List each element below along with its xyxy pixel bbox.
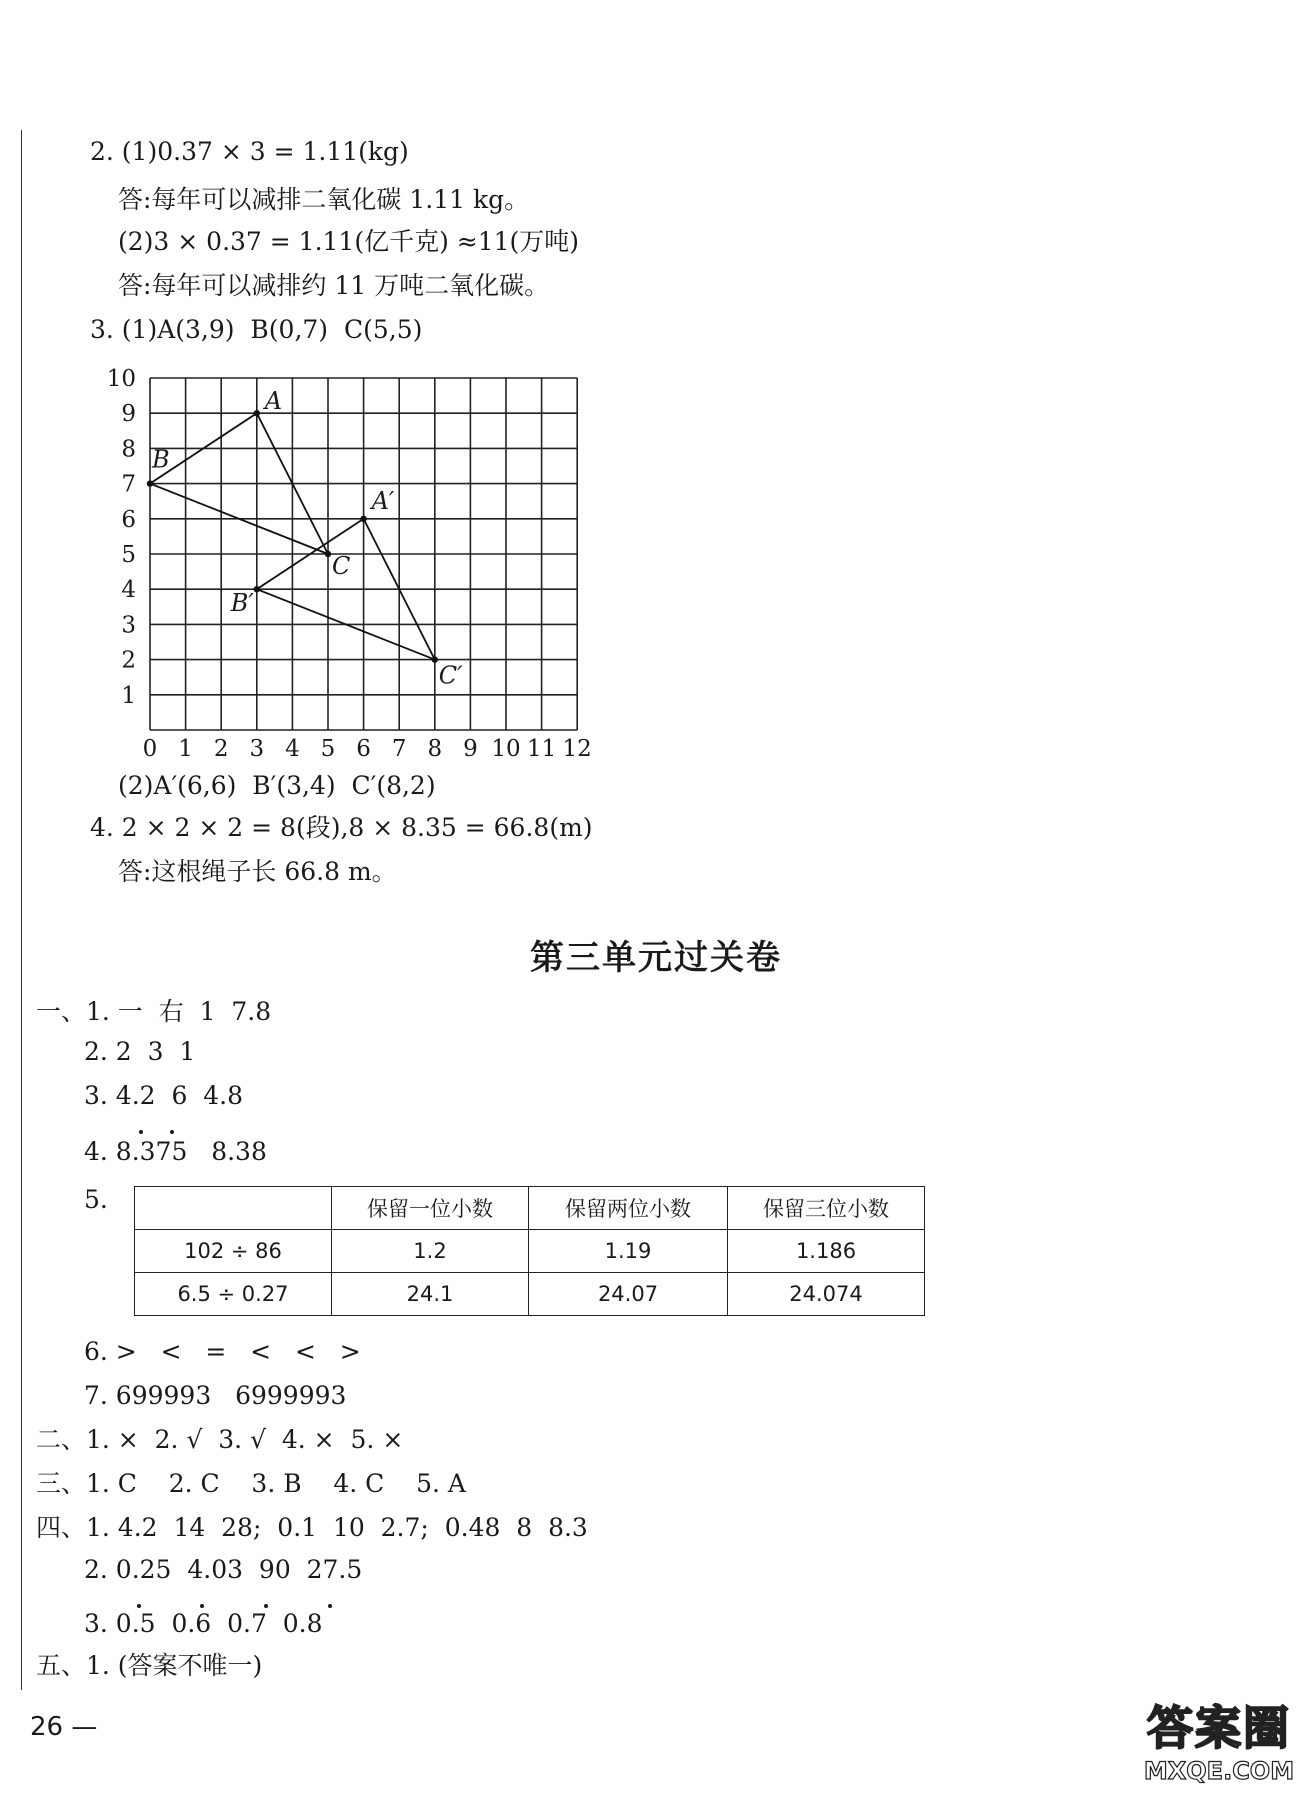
q2-answer2: 答:每年可以减排约 11 万吨二氧化碳。 (118, 271, 550, 300)
watermark-url: MXQE.COM (1143, 1757, 1295, 1785)
point-B2 (254, 586, 260, 592)
repeating-dot (328, 1604, 332, 1608)
y-tick-label: 7 (121, 471, 136, 498)
repeating-dot (200, 1604, 204, 1608)
repeating-dot (264, 1604, 268, 1608)
s5-q1: 五、1. (答案不唯一) (36, 1651, 263, 1680)
table-header-cell: 保留三位小数 (728, 1187, 925, 1230)
y-tick-label: 6 (121, 506, 136, 533)
s3-answers: 三、1. C 2. C 3. B 4. C 5. A (36, 1469, 466, 1498)
x-tick-label: 6 (356, 736, 371, 762)
s1-q7: 7. 699993 6999993 (84, 1381, 347, 1410)
unit3-title: 第三单元过关卷 (530, 938, 782, 978)
y-tick-label: 5 (121, 542, 136, 568)
x-tick-label: 12 (562, 736, 592, 762)
y-tick-label: 10 (106, 366, 136, 392)
table-cell: 6.5 ÷ 0.27 (135, 1273, 332, 1316)
table-header-cell (135, 1187, 332, 1230)
rounding-table (134, 1186, 925, 1316)
x-tick-label: 11 (526, 736, 557, 762)
q4-calc: 4. 2 × 2 × 2 = 8(段),8 × 8.35 = 66.8(m) (90, 813, 593, 842)
point-label-A: A (264, 387, 283, 416)
y-tick-label: 9 (121, 401, 136, 428)
s1-q2: 2. 2 3 1 (84, 1037, 196, 1066)
table-cell: 1.19 (529, 1230, 728, 1273)
s1-q6: 6. > < = < < > (84, 1337, 361, 1366)
table-header-row (135, 1187, 925, 1230)
point-label-C2: C′ (438, 661, 463, 690)
s1-q5-label: 5. (84, 1185, 108, 1214)
q2-part2: (2)3 × 0.37 = 1.11(亿千克) ≈11(万吨) (118, 227, 580, 256)
point-label-A2: A′ (371, 486, 395, 515)
x-tick-label: 3 (249, 736, 265, 762)
watermark-logo-text: 答案圈 (1147, 1701, 1291, 1755)
s4-q2: 2. 0.25 4.03 90 27.5 (84, 1555, 363, 1584)
table-cell: 1.2 (332, 1230, 529, 1273)
x-tick-label: 5 (320, 736, 336, 762)
margin-rule (21, 130, 22, 1690)
y-tick-label: 1 (121, 682, 136, 709)
x-tick-label: 8 (427, 736, 443, 762)
s1-q4: 4. 8.375 8.38 (84, 1137, 267, 1166)
coordinate-grid-chart (106, 350, 610, 762)
table-row (135, 1273, 925, 1316)
x-tick-label: 2 (213, 736, 229, 762)
point-A (254, 410, 260, 416)
table-cell: 24.074 (728, 1273, 925, 1316)
y-tick-label: 8 (121, 436, 136, 463)
q4-answer: 答:这根绳子长 66.8 m。 (118, 857, 397, 886)
q3-part1: 3. (1)A(3,9) B(0,7) C(5,5) (90, 315, 423, 344)
point-C (325, 551, 331, 557)
repeating-dot (137, 1604, 141, 1608)
s4-q1: 四、1. 4.2 14 28; 0.1 10 2.7; 0.48 8 8.3 (36, 1513, 588, 1542)
table-cell: 24.1 (332, 1273, 529, 1316)
x-tick-label: 4 (285, 736, 300, 762)
page-number: 26 — (30, 1712, 98, 1742)
x-tick-label: 9 (463, 736, 478, 762)
y-tick-label: 3 (121, 612, 136, 639)
point-B (147, 480, 153, 486)
x-tick-label: 7 (391, 736, 407, 762)
y-tick-label: 2 (121, 647, 136, 674)
point-label-B2: B′ (230, 589, 254, 618)
s2-answers: 二、1. × 2. √ 3. √ 4. × 5. × (36, 1425, 404, 1454)
repeating-dot (170, 1130, 174, 1134)
x-tick-label: 10 (491, 736, 521, 762)
q2-part1: 2. (1)0.37 × 3 = 1.11(kg) (90, 137, 409, 166)
x-tick-label: 1 (178, 736, 193, 762)
point-C2 (432, 656, 438, 662)
s1-q3: 3. 4.2 6 4.8 (84, 1081, 244, 1110)
x-tick-label: 0 (142, 736, 158, 762)
watermark-logo (1130, 1700, 1308, 1796)
q3-part2: (2)A′(6,6) B′(3,4) C′(8,2) (118, 771, 436, 800)
repeating-dot (139, 1130, 143, 1134)
table-cell: 102 ÷ 86 (135, 1230, 332, 1273)
s4-q3: 3. 0.5 0.6 0.7 0.8 (84, 1609, 323, 1638)
point-label-B: B (152, 445, 170, 474)
q2-answer1: 答:每年可以减排二氧化碳 1.11 kg。 (118, 185, 530, 214)
table-row (135, 1230, 925, 1273)
point-A2 (360, 516, 366, 522)
table-cell: 24.07 (529, 1273, 728, 1316)
table-header-cell: 保留一位小数 (332, 1187, 529, 1230)
table-header-cell: 保留两位小数 (529, 1187, 728, 1230)
s1-q1: 一、1. 一 右 1 7.8 (36, 997, 272, 1026)
y-tick-label: 4 (121, 577, 136, 604)
point-label-C: C (332, 552, 351, 580)
table-cell: 1.186 (728, 1230, 925, 1273)
